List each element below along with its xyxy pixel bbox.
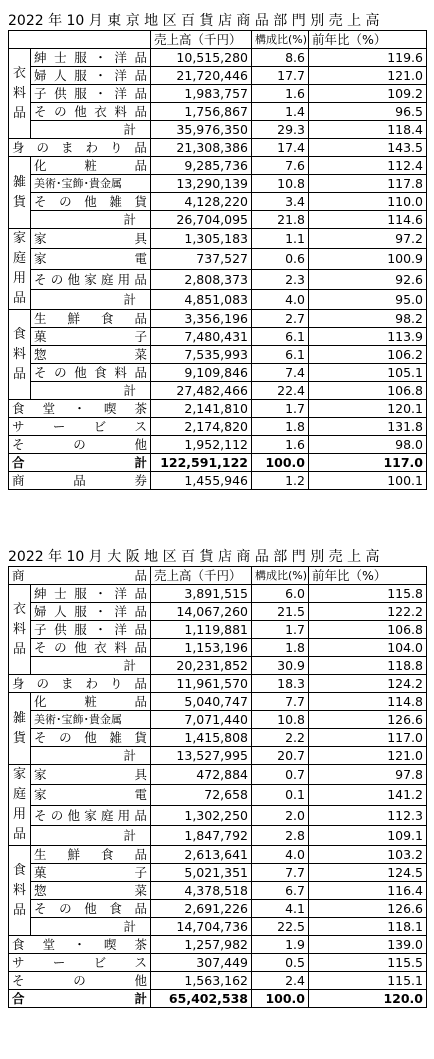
value-share: 10.8 (252, 175, 309, 193)
item-label (31, 729, 151, 747)
value-share: 0.6 (252, 249, 309, 269)
cell-text: 惣 菜 (34, 347, 147, 362)
tokyo-table-title: 2022 年 10 月 東 京 地 区 百 貨 店 商 品 部 門 別 売 上 高 (8, 13, 380, 29)
item-label (9, 418, 151, 436)
table-row (9, 639, 427, 657)
cell-text: 家 具 (34, 231, 147, 247)
item-label (9, 436, 151, 454)
value-sales: 472,884 (151, 765, 252, 785)
value-share: 4.0 (252, 289, 309, 309)
value-yoy: 96.5 (309, 103, 427, 121)
value-sales: 1,756,867 (151, 103, 252, 121)
osaka-sales-table (8, 566, 427, 1008)
table-row (9, 864, 427, 882)
table-row (9, 936, 427, 954)
cell-text: そ の 他 雑 貨 (34, 730, 147, 745)
value-share: 6.1 (252, 346, 309, 364)
header-share: 構成比(%) (252, 567, 309, 585)
value-sales: 307,449 (151, 954, 252, 972)
value-yoy: 92.6 (309, 269, 427, 289)
header-sales: 売上高（千円） (151, 567, 252, 585)
table-row (9, 328, 427, 346)
table-row (9, 157, 427, 175)
value-share: 1.8 (252, 639, 309, 657)
value-yoy: 97.2 (309, 229, 427, 249)
table-row (9, 729, 427, 747)
value-share: 7.7 (252, 693, 309, 711)
value-share: 7.6 (252, 157, 309, 175)
item-label (31, 639, 151, 657)
item-label (9, 139, 151, 157)
value-sales: 72,658 (151, 785, 252, 805)
value-share: 2.0 (252, 805, 309, 825)
value-sales: 4,128,220 (151, 193, 252, 211)
value-sales: 14,067,260 (151, 603, 252, 621)
table-row (9, 785, 427, 805)
item-label (31, 310, 151, 328)
value-yoy: 118.4 (309, 121, 427, 139)
value-yoy: 143.5 (309, 139, 427, 157)
value-share: 18.3 (252, 675, 309, 693)
item-label (31, 85, 151, 103)
subtotal-row (9, 382, 427, 400)
header-row (9, 567, 427, 585)
value-sales: 13,290,139 (151, 175, 252, 193)
subtotal-label: 計 (31, 825, 151, 845)
header-item-label (9, 31, 151, 49)
category-cell: 雑 貨 (9, 157, 31, 229)
item-label (31, 900, 151, 918)
value-share: 22.5 (252, 918, 309, 936)
table-row (9, 846, 427, 864)
value-sales: 1,305,183 (151, 229, 252, 249)
category-cell: 衣 料 品 (9, 49, 31, 139)
value-sales: 122,591,122 (151, 454, 252, 472)
value-yoy: 131.8 (309, 418, 427, 436)
value-share: 17.7 (252, 67, 309, 85)
value-sales: 9,285,736 (151, 157, 252, 175)
value-sales: 14,704,736 (151, 918, 252, 936)
item-label (31, 269, 151, 289)
item-label (9, 954, 151, 972)
value-sales: 26,704,095 (151, 211, 252, 229)
value-yoy: 112.4 (309, 157, 427, 175)
cell-text: そ の 他 (12, 437, 147, 452)
cell-text: 子 供 服 ・ 洋 品 (34, 622, 147, 637)
item-label (31, 805, 151, 825)
table-row (9, 346, 427, 364)
value-sales: 2,141,810 (151, 400, 252, 418)
item-label (31, 882, 151, 900)
item-label (31, 49, 151, 67)
cell-text: 生 鮮 食 品 (34, 847, 147, 862)
header-yoy: 前年比（%） (309, 31, 427, 49)
value-share: 21.5 (252, 603, 309, 621)
tokyo-sales-table (8, 30, 427, 490)
value-share: 2.2 (252, 729, 309, 747)
item-label (9, 972, 151, 990)
value-share: 6.0 (252, 585, 309, 603)
value-share: 2.8 (252, 825, 309, 845)
cell-text: 婦 人 服 ・ 洋 品 (34, 604, 147, 619)
cell-text: 家 電 (34, 251, 147, 267)
value-share: 2.3 (252, 269, 309, 289)
value-yoy: 105.1 (309, 364, 427, 382)
total-row (9, 454, 427, 472)
value-yoy: 100.9 (309, 249, 427, 269)
header-share: 構成比(%) (252, 31, 309, 49)
value-share: 22.4 (252, 382, 309, 400)
value-yoy: 117.8 (309, 175, 427, 193)
value-sales: 11,961,570 (151, 675, 252, 693)
item-label (31, 785, 151, 805)
value-share: 0.7 (252, 765, 309, 785)
value-share: 17.4 (252, 139, 309, 157)
value-share: 2.7 (252, 310, 309, 328)
value-sales: 2,691,226 (151, 900, 252, 918)
value-sales: 7,535,993 (151, 346, 252, 364)
table-row (9, 765, 427, 785)
category-cell: 家 庭 用 品 (9, 765, 31, 846)
value-sales: 1,847,792 (151, 825, 252, 845)
cell-text: 紳 士 服 ・ 洋 品 (34, 586, 147, 601)
item-label: 美術･宝飾･貴金属 (31, 711, 151, 729)
value-yoy: 115.8 (309, 585, 427, 603)
cell-text: サ ー ビ ス (12, 955, 147, 970)
cell-text: そ の 他 家 庭 用 品 (34, 807, 147, 823)
table-row (9, 954, 427, 972)
table-row (9, 400, 427, 418)
value-yoy: 103.2 (309, 846, 427, 864)
item-label (31, 229, 151, 249)
value-share: 1.7 (252, 400, 309, 418)
table-row (9, 103, 427, 121)
item-label: 美術･宝飾･貴金属 (31, 175, 151, 193)
value-share: 1.2 (252, 472, 309, 490)
value-yoy: 100.1 (309, 472, 427, 490)
value-yoy: 117.0 (309, 729, 427, 747)
value-share: 1.4 (252, 103, 309, 121)
item-label (31, 621, 151, 639)
value-sales: 65,402,538 (151, 990, 252, 1008)
table-row (9, 269, 427, 289)
category-cell: 家 庭 用 品 (9, 229, 31, 310)
value-yoy: 113.9 (309, 328, 427, 346)
subtotal-row (9, 211, 427, 229)
value-sales: 2,613,641 (151, 846, 252, 864)
osaka-table-title: 2022 年 10 月 大 阪 地 区 百 貨 店 商 品 部 門 別 売 上 高 (8, 549, 380, 565)
table-row (9, 603, 427, 621)
item-label (9, 675, 151, 693)
table-row (9, 139, 427, 157)
value-sales: 737,527 (151, 249, 252, 269)
value-sales: 1,563,162 (151, 972, 252, 990)
value-share: 100.0 (252, 454, 309, 472)
table-row (9, 249, 427, 269)
value-yoy: 106.8 (309, 621, 427, 639)
table-row (9, 67, 427, 85)
table-row (9, 900, 427, 918)
value-sales: 3,891,515 (151, 585, 252, 603)
value-share: 1.6 (252, 436, 309, 454)
header-sales: 売上高（千円） (151, 31, 252, 49)
table-row (9, 418, 427, 436)
value-yoy: 126.6 (309, 900, 427, 918)
value-sales: 1,952,112 (151, 436, 252, 454)
value-share: 1.8 (252, 418, 309, 436)
value-sales: 1,415,808 (151, 729, 252, 747)
subtotal-label: 計 (31, 747, 151, 765)
value-share: 2.4 (252, 972, 309, 990)
value-yoy: 116.4 (309, 882, 427, 900)
item-label (9, 400, 151, 418)
table-row (9, 621, 427, 639)
value-sales: 1,302,250 (151, 805, 252, 825)
value-yoy: 119.6 (309, 49, 427, 67)
value-yoy: 118.8 (309, 657, 427, 675)
total-row (9, 990, 427, 1008)
cell-text: 化 粧 品 (34, 694, 147, 709)
subtotal-label: 計 (31, 211, 151, 229)
value-yoy: 106.2 (309, 346, 427, 364)
cell-text: 合 計 (12, 991, 147, 1006)
value-yoy: 114.6 (309, 211, 427, 229)
value-yoy: 139.0 (309, 936, 427, 954)
subtotal-row (9, 747, 427, 765)
value-yoy: 106.8 (309, 382, 427, 400)
value-sales: 1,257,982 (151, 936, 252, 954)
value-sales: 5,021,351 (151, 864, 252, 882)
cell-text: 食 堂 ・ 喫 茶 (12, 937, 147, 952)
subtotal-row (9, 121, 427, 139)
value-sales: 9,109,846 (151, 364, 252, 382)
item-label (31, 193, 151, 211)
table-row (9, 175, 427, 193)
table-row (9, 585, 427, 603)
table-row (9, 805, 427, 825)
cell-text: 食 堂 ・ 喫 茶 (12, 401, 147, 416)
value-share: 4.1 (252, 900, 309, 918)
cell-text: そ の 他 (12, 973, 147, 988)
cell-text: 紳 士 服 ・ 洋 品 (34, 50, 147, 65)
table-row (9, 310, 427, 328)
value-share: 1.9 (252, 936, 309, 954)
value-sales: 13,527,995 (151, 747, 252, 765)
cell-text: 身 の ま わ り 品 (12, 676, 147, 691)
value-sales: 5,040,747 (151, 693, 252, 711)
item-label (31, 157, 151, 175)
header-yoy: 前年比（%） (309, 567, 427, 585)
value-sales: 35,976,350 (151, 121, 252, 139)
cell-text: そ の 他 食 料 品 (34, 365, 147, 380)
item-label (31, 346, 151, 364)
table-row (9, 364, 427, 382)
table-row (9, 49, 427, 67)
value-share: 0.1 (252, 785, 309, 805)
value-sales: 20,231,852 (151, 657, 252, 675)
cell-text: 家 具 (34, 767, 147, 783)
value-yoy: 124.5 (309, 864, 427, 882)
item-label (31, 103, 151, 121)
table-row (9, 882, 427, 900)
item-label (31, 603, 151, 621)
value-share: 1.1 (252, 229, 309, 249)
item-label (31, 328, 151, 346)
value-share: 4.0 (252, 846, 309, 864)
value-sales: 4,378,518 (151, 882, 252, 900)
value-sales: 2,808,373 (151, 269, 252, 289)
cell-text: 生 鮮 食 品 (34, 311, 147, 326)
value-yoy: 141.2 (309, 785, 427, 805)
value-share: 3.4 (252, 193, 309, 211)
cell-text: 婦 人 服 ・ 洋 品 (34, 68, 147, 83)
item-label (9, 990, 151, 1008)
category-cell: 雑 貨 (9, 693, 31, 765)
value-yoy: 114.8 (309, 693, 427, 711)
table-row (9, 711, 427, 729)
value-sales: 21,720,446 (151, 67, 252, 85)
subtotal-label: 計 (31, 657, 151, 675)
value-share: 7.4 (252, 364, 309, 382)
value-sales: 1,153,196 (151, 639, 252, 657)
value-sales: 7,071,440 (151, 711, 252, 729)
value-yoy: 124.2 (309, 675, 427, 693)
item-label (31, 765, 151, 785)
value-sales: 4,851,083 (151, 289, 252, 309)
value-yoy: 109.1 (309, 825, 427, 845)
cell-text: 家 電 (34, 787, 147, 803)
value-share: 20.7 (252, 747, 309, 765)
value-share: 21.8 (252, 211, 309, 229)
category-cell: 衣 料 品 (9, 585, 31, 675)
cell-text: 惣 菜 (34, 883, 147, 898)
value-yoy: 121.0 (309, 67, 427, 85)
value-share: 1.6 (252, 85, 309, 103)
value-yoy: 104.0 (309, 639, 427, 657)
category-cell: 食 料 品 (9, 310, 31, 400)
cell-text: そ の 他 雑 貨 (34, 194, 147, 209)
value-sales: 3,356,196 (151, 310, 252, 328)
cell-text: 化 粧 品 (34, 158, 147, 173)
subtotal-row (9, 825, 427, 845)
item-label (9, 472, 151, 490)
item-label (31, 67, 151, 85)
cell-text: 合 計 (12, 455, 147, 470)
header-row (9, 31, 427, 49)
cell-text: サ ー ビ ス (12, 419, 147, 434)
value-share: 30.9 (252, 657, 309, 675)
cell-text: 身 の ま わ り 品 (12, 140, 147, 155)
subtotal-label: 計 (31, 121, 151, 139)
cell-text: そ の 他 家 庭 用 品 (34, 271, 147, 287)
cell-text: 菓 子 (34, 329, 147, 344)
table-row (9, 472, 427, 490)
value-yoy: 122.2 (309, 603, 427, 621)
value-sales: 7,480,431 (151, 328, 252, 346)
value-sales: 10,515,280 (151, 49, 252, 67)
value-sales: 21,308,386 (151, 139, 252, 157)
table-row (9, 675, 427, 693)
value-yoy: 109.2 (309, 85, 427, 103)
cell-text: そ の 他 衣 料 品 (34, 104, 147, 119)
subtotal-label: 計 (31, 382, 151, 400)
value-yoy: 115.1 (309, 972, 427, 990)
value-yoy: 98.2 (309, 310, 427, 328)
item-label (9, 454, 151, 472)
table-row (9, 229, 427, 249)
value-share: 29.3 (252, 121, 309, 139)
subtotal-row (9, 289, 427, 309)
header-item-label (9, 567, 151, 585)
value-sales: 2,174,820 (151, 418, 252, 436)
cell-text: 菓 子 (34, 865, 147, 880)
subtotal-label: 計 (31, 289, 151, 309)
item-label (31, 364, 151, 382)
value-share: 100.0 (252, 990, 309, 1008)
value-yoy: 126.6 (309, 711, 427, 729)
value-share: 10.8 (252, 711, 309, 729)
value-share: 1.7 (252, 621, 309, 639)
value-yoy: 97.8 (309, 765, 427, 785)
value-yoy: 121.0 (309, 747, 427, 765)
item-label (31, 249, 151, 269)
item-label (31, 585, 151, 603)
cell-text: 商 品 券 (12, 473, 147, 488)
cell-text: そ の 他 食 品 (34, 901, 147, 916)
value-yoy: 98.0 (309, 436, 427, 454)
value-share: 6.1 (252, 328, 309, 346)
value-yoy: 115.5 (309, 954, 427, 972)
table-row (9, 693, 427, 711)
value-share: 0.5 (252, 954, 309, 972)
subtotal-row (9, 918, 427, 936)
value-share: 6.7 (252, 882, 309, 900)
value-yoy: 117.0 (309, 454, 427, 472)
value-sales: 1,119,881 (151, 621, 252, 639)
value-share: 8.6 (252, 49, 309, 67)
subtotal-label: 計 (31, 918, 151, 936)
item-label (9, 936, 151, 954)
value-yoy: 118.1 (309, 918, 427, 936)
value-sales: 1,455,946 (151, 472, 252, 490)
subtotal-row (9, 657, 427, 675)
value-sales: 27,482,466 (151, 382, 252, 400)
item-label (31, 846, 151, 864)
table-row (9, 436, 427, 454)
value-share: 7.7 (252, 864, 309, 882)
value-yoy: 120.0 (309, 990, 427, 1008)
value-yoy: 110.0 (309, 193, 427, 211)
table-row (9, 193, 427, 211)
value-sales: 1,983,757 (151, 85, 252, 103)
cell-text: 子 供 服 ・ 洋 品 (34, 86, 147, 101)
value-yoy: 112.3 (309, 805, 427, 825)
table-row (9, 972, 427, 990)
item-label (31, 693, 151, 711)
value-yoy: 95.0 (309, 289, 427, 309)
category-cell: 食 料 品 (9, 846, 31, 936)
table-row (9, 85, 427, 103)
value-yoy: 120.1 (309, 400, 427, 418)
item-label (31, 864, 151, 882)
header-item-text: 商 品 (12, 568, 147, 583)
cell-text: そ の 他 衣 料 品 (34, 640, 147, 655)
